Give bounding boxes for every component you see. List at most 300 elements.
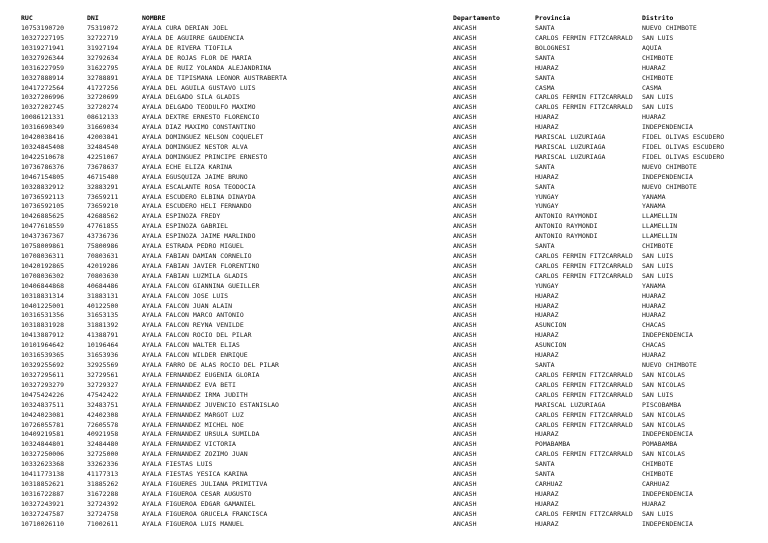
cell-provincia: HUARAZ bbox=[535, 351, 559, 360]
table-row bbox=[0, 321, 768, 331]
cell-dni: 32483751 bbox=[87, 400, 119, 409]
cell-provincia: BOLOGNESI bbox=[535, 43, 571, 52]
cell-departamento: ANCASH bbox=[453, 271, 477, 280]
cell-ruc: 10710026110 bbox=[21, 519, 65, 528]
cell-dni: 72605578 bbox=[87, 420, 119, 429]
cell-distrito: HUARAZ bbox=[642, 311, 666, 320]
cell-nombre: AYALA FABIAN DAMIAN CORNELIO bbox=[142, 252, 252, 261]
table-row bbox=[0, 84, 768, 94]
table-row bbox=[0, 510, 768, 520]
cell-ruc: 10475424226 bbox=[21, 390, 65, 399]
table-row bbox=[0, 34, 768, 44]
cell-nombre: AYALA FALCON JOSE LUIS bbox=[142, 291, 229, 300]
cell-dni: 32792634 bbox=[87, 53, 119, 62]
cell-nombre: AYALA FIGUERES JULIANA PRIMITIVA bbox=[142, 479, 268, 488]
cell-ruc: 10324844801 bbox=[21, 440, 65, 449]
cell-distrito: SAN NICOLAS bbox=[642, 380, 686, 389]
cell-dni: 32484480 bbox=[87, 440, 119, 449]
cell-provincia: CARLOS FERMIN FITZCARRALD bbox=[535, 34, 633, 42]
cell-dni: 10196464 bbox=[87, 341, 119, 350]
cell-distrito: AQUIA bbox=[642, 43, 662, 52]
table-row bbox=[0, 490, 768, 500]
cell-departamento: ANCASH bbox=[453, 499, 477, 508]
cell-departamento: ANCASH bbox=[453, 450, 477, 459]
table-row bbox=[0, 480, 768, 490]
cell-ruc: 10318831314 bbox=[21, 291, 65, 300]
cell-distrito: SAN LUIS bbox=[642, 390, 674, 399]
cell-departamento: ANCASH bbox=[453, 63, 477, 72]
table-row bbox=[0, 460, 768, 470]
cell-dni: 31669034 bbox=[87, 123, 119, 132]
table-row bbox=[0, 232, 768, 242]
cell-distrito: CHACAS bbox=[642, 341, 666, 350]
cell-nombre: AYALA FERNANDEZ MARGOT LUZ bbox=[142, 410, 244, 419]
cell-departamento: ANCASH bbox=[453, 53, 477, 62]
cell-ruc: 10328832912 bbox=[21, 182, 65, 191]
cell-distrito: POMABAMBA bbox=[642, 440, 678, 449]
cell-distrito: YANAMA bbox=[642, 202, 666, 211]
cell-dni: 32729327 bbox=[87, 380, 119, 389]
cell-dni: 31622795 bbox=[87, 63, 119, 72]
cell-nombre: AYALA FIGUEROA EDGAR GAMANIEL bbox=[142, 499, 256, 508]
cell-nombre: AYALA DOMINGUEZ NESTOR ALVA bbox=[142, 143, 248, 152]
cell-departamento: ANCASH bbox=[453, 222, 477, 231]
table-row bbox=[0, 411, 768, 421]
cell-distrito: NUEVO CHIMBOTE bbox=[642, 361, 697, 370]
cell-ruc: 10753190720 bbox=[21, 24, 65, 33]
cell-departamento: ANCASH bbox=[453, 123, 477, 132]
cell-provincia: CARLOS FERMIN FITZCARRALD bbox=[535, 103, 633, 112]
cell-nombre: AYALA ESCALANTE ROSA TEODOCIA bbox=[142, 182, 256, 191]
cell-distrito: CASMA bbox=[642, 83, 662, 92]
header-departamento: Departamento bbox=[453, 14, 500, 22]
table-row bbox=[0, 311, 768, 321]
cell-provincia: HUARAZ bbox=[535, 113, 559, 122]
table-row bbox=[0, 183, 768, 193]
table-row bbox=[0, 133, 768, 143]
cell-distrito: HUARAZ bbox=[642, 63, 666, 72]
cell-provincia: HUARAZ bbox=[535, 291, 559, 300]
cell-departamento: ANCASH bbox=[453, 143, 477, 152]
cell-provincia: CARLOS FERMIN FITZCARRALD bbox=[535, 261, 633, 270]
cell-nombre: AYALA FABIAN LUZMILA GLADIS bbox=[142, 271, 248, 280]
cell-dni: 41177313 bbox=[87, 470, 119, 479]
cell-dni: 40122500 bbox=[87, 301, 119, 310]
cell-distrito: YANAMA bbox=[642, 192, 666, 201]
cell-provincia: CARLOS FERMIN FITZCARRALD bbox=[535, 390, 633, 399]
cell-departamento: ANCASH bbox=[453, 361, 477, 370]
cell-dni: 42688562 bbox=[87, 212, 119, 221]
cell-departamento: ANCASH bbox=[453, 470, 477, 479]
cell-departamento: ANCASH bbox=[453, 440, 477, 449]
cell-dni: 31653936 bbox=[87, 351, 119, 360]
cell-nombre: AYALA FERNANDEZ MICHEL NOE bbox=[142, 420, 244, 429]
cell-nombre: AYALA FERNANDEZ VICTORIA bbox=[142, 440, 236, 449]
table-row bbox=[0, 113, 768, 123]
cell-provincia: CARLOS FERMIN FITZCARRALD bbox=[535, 450, 633, 459]
cell-nombre: AYALA FERNANDEZ EUGENIA GLORIA bbox=[142, 370, 260, 379]
cell-ruc: 10316690349 bbox=[21, 123, 65, 132]
cell-departamento: ANCASH bbox=[453, 489, 477, 498]
cell-distrito: INDEPENDENCIA bbox=[642, 123, 693, 132]
cell-nombre: AYALA FALCON REYNA VENILDE bbox=[142, 321, 244, 330]
cell-distrito: HUARAZ bbox=[642, 113, 666, 122]
cell-nombre: AYALA ESCUDERO ELBINA DINAYDA bbox=[142, 192, 256, 201]
table-row bbox=[0, 212, 768, 222]
cell-distrito: CHIMBOTE bbox=[642, 73, 674, 82]
cell-dni: 42019286 bbox=[87, 261, 119, 270]
cell-provincia: SANTA bbox=[535, 470, 555, 479]
cell-nombre: AYALA DE ROJAS FLOR DE MARIA bbox=[142, 53, 252, 62]
table-row bbox=[0, 123, 768, 133]
cell-departamento: ANCASH bbox=[453, 133, 477, 142]
cell-ruc: 10758009861 bbox=[21, 242, 65, 251]
table-row bbox=[0, 173, 768, 183]
cell-ruc: 10437367367 bbox=[21, 232, 65, 241]
cell-ruc: 10327227195 bbox=[21, 34, 65, 42]
table-row bbox=[0, 262, 768, 272]
cell-dni: 31653135 bbox=[87, 311, 119, 320]
cell-departamento: ANCASH bbox=[453, 152, 477, 161]
cell-provincia: CARLOS FERMIN FITZCARRALD bbox=[535, 380, 633, 389]
cell-departamento: ANCASH bbox=[453, 212, 477, 221]
cell-ruc: 10411773138 bbox=[21, 470, 65, 479]
cell-ruc: 10467154805 bbox=[21, 172, 65, 181]
cell-provincia: SANTA bbox=[535, 24, 555, 33]
table-row bbox=[0, 193, 768, 203]
cell-nombre: AYALA FALCON WALTER ELIAS bbox=[142, 341, 240, 350]
table-row bbox=[0, 440, 768, 450]
cell-ruc: 10708036302 bbox=[21, 271, 65, 280]
cell-dni: 47542422 bbox=[87, 390, 119, 399]
cell-nombre: AYALA DEXTRE ERNESTO FLORENCIO bbox=[142, 113, 260, 122]
cell-departamento: ANCASH bbox=[453, 370, 477, 379]
table-row bbox=[0, 302, 768, 312]
cell-distrito: LLAMELLIN bbox=[642, 222, 678, 231]
cell-nombre: AYALA FIGUEROA LUIS MANUEL bbox=[142, 519, 244, 528]
table-row bbox=[0, 93, 768, 103]
cell-ruc: 10327202745 bbox=[21, 103, 65, 112]
cell-ruc: 10327293279 bbox=[21, 380, 65, 389]
cell-nombre: AYALA FABIAN JAVIER FLORENTINO bbox=[142, 261, 260, 270]
table-row bbox=[0, 272, 768, 282]
cell-distrito: NUEVO CHIMBOTE bbox=[642, 162, 697, 171]
cell-provincia: MARISCAL LUZURIAGA bbox=[535, 143, 606, 152]
table-row bbox=[0, 103, 768, 113]
cell-distrito: YANAMA bbox=[642, 281, 666, 290]
cell-departamento: ANCASH bbox=[453, 281, 477, 290]
cell-provincia: ASUNCION bbox=[535, 321, 567, 330]
cell-nombre: AYALA EGUSQUIZA JAIME BRUNO bbox=[142, 172, 248, 181]
cell-provincia: CARLOS FERMIN FITZCARRALD bbox=[535, 370, 633, 379]
cell-distrito: SAN NICOLAS bbox=[642, 410, 686, 419]
cell-ruc: 10726055781 bbox=[21, 420, 65, 429]
cell-provincia: YUNGAY bbox=[535, 192, 559, 201]
cell-dni: 31883131 bbox=[87, 291, 119, 300]
cell-departamento: ANCASH bbox=[453, 341, 477, 350]
cell-distrito: FIDEL OLIVAS ESCUDERO bbox=[642, 152, 725, 161]
cell-distrito: SAN LUIS bbox=[642, 261, 674, 270]
cell-dni: 31927194 bbox=[87, 43, 119, 52]
cell-distrito: CHIMBOTE bbox=[642, 470, 674, 479]
cell-departamento: ANCASH bbox=[453, 93, 477, 102]
cell-dni: 75319072 bbox=[87, 24, 119, 33]
cell-provincia: SANTA bbox=[535, 73, 555, 82]
cell-nombre: AYALA FERNANDEZ EVA BETI bbox=[142, 380, 236, 389]
cell-ruc: 10324845408 bbox=[21, 143, 65, 152]
cell-departamento: ANCASH bbox=[453, 34, 477, 42]
table-row bbox=[0, 371, 768, 381]
table-row bbox=[0, 401, 768, 411]
cell-provincia: POMABAMBA bbox=[535, 440, 571, 449]
cell-ruc: 10327247587 bbox=[21, 509, 65, 518]
cell-ruc: 10708036311 bbox=[21, 252, 65, 261]
cell-dni: 32720699 bbox=[87, 93, 119, 102]
cell-ruc: 10736592105 bbox=[21, 202, 65, 211]
cell-distrito: SAN LUIS bbox=[642, 271, 674, 280]
cell-departamento: ANCASH bbox=[453, 331, 477, 340]
cell-ruc: 10327926344 bbox=[21, 53, 65, 62]
table-header bbox=[0, 14, 768, 24]
cell-provincia: ANTONIO RAYMONDI bbox=[535, 212, 598, 221]
cell-departamento: ANCASH bbox=[453, 291, 477, 300]
cell-distrito: HUARAZ bbox=[642, 301, 666, 310]
cell-dni: 32725000 bbox=[87, 450, 119, 459]
cell-nombre: AYALA DE RUIZ YOLANDA ALEJANDRINA bbox=[142, 63, 272, 72]
cell-provincia: CARLOS FERMIN FITZCARRALD bbox=[535, 271, 633, 280]
cell-ruc: 10413887912 bbox=[21, 331, 65, 340]
table-row bbox=[0, 242, 768, 252]
cell-ruc: 10316722887 bbox=[21, 489, 65, 498]
cell-dni: 32484540 bbox=[87, 143, 119, 152]
table-row bbox=[0, 421, 768, 431]
table-row bbox=[0, 331, 768, 341]
cell-nombre: AYALA CURA DERIAN JOEL bbox=[142, 24, 229, 33]
cell-nombre: AYALA DELGADO TEODULFO MAXIMO bbox=[142, 103, 256, 112]
cell-distrito: CHIMBOTE bbox=[642, 53, 674, 62]
cell-ruc: 10406844868 bbox=[21, 281, 65, 290]
cell-provincia: SANTA bbox=[535, 162, 555, 171]
cell-nombre: AYALA FALCON JUAN ALAIN bbox=[142, 301, 233, 310]
cell-nombre: AYALA FALCON MARCO ANTONIO bbox=[142, 311, 244, 320]
cell-departamento: ANCASH bbox=[453, 351, 477, 360]
table-row bbox=[0, 252, 768, 262]
cell-ruc: 10424023081 bbox=[21, 410, 65, 419]
cell-departamento: ANCASH bbox=[453, 321, 477, 330]
cell-nombre: AYALA FIESTAS YESICA KARINA bbox=[142, 470, 248, 479]
cell-provincia: ASUNCION bbox=[535, 341, 567, 350]
cell-departamento: ANCASH bbox=[453, 390, 477, 399]
cell-distrito: HUARAZ bbox=[642, 351, 666, 360]
cell-nombre: AYALA FIGUEROA CESAR AUGUSTO bbox=[142, 489, 252, 498]
cell-dni: 32729561 bbox=[87, 370, 119, 379]
table-row bbox=[0, 222, 768, 232]
table-row bbox=[0, 500, 768, 510]
cell-ruc: 10420038416 bbox=[21, 133, 65, 142]
cell-distrito: SAN NICOLAS bbox=[642, 370, 686, 379]
cell-distrito: LLAMELLIN bbox=[642, 232, 678, 241]
cell-distrito: SAN LUIS bbox=[642, 509, 674, 518]
cell-distrito: SAN NICOLAS bbox=[642, 450, 686, 459]
table-row bbox=[0, 143, 768, 153]
cell-ruc: 10426885625 bbox=[21, 212, 65, 221]
cell-provincia: CARLOS FERMIN FITZCARRALD bbox=[535, 252, 633, 261]
cell-nombre: AYALA FALCON ROCIO DEL PILAR bbox=[142, 331, 252, 340]
cell-dni: 71002611 bbox=[87, 519, 119, 528]
cell-provincia: HUARAZ bbox=[535, 123, 559, 132]
cell-distrito: SAN LUIS bbox=[642, 103, 674, 112]
cell-distrito: CHACAS bbox=[642, 321, 666, 330]
table-row bbox=[0, 163, 768, 173]
cell-ruc: 10318852621 bbox=[21, 479, 65, 488]
cell-distrito: INDEPENDENCIA bbox=[642, 430, 693, 439]
cell-dni: 32724392 bbox=[87, 499, 119, 508]
cell-ruc: 10316531356 bbox=[21, 311, 65, 320]
table-row bbox=[0, 391, 768, 401]
cell-departamento: ANCASH bbox=[453, 182, 477, 191]
cell-provincia: HUARAZ bbox=[535, 430, 559, 439]
cell-provincia: SANTA bbox=[535, 182, 555, 191]
cell-departamento: ANCASH bbox=[453, 73, 477, 82]
cell-ruc: 10409219581 bbox=[21, 430, 65, 439]
cell-ruc: 10417272564 bbox=[21, 83, 65, 92]
header-dni: DNI bbox=[87, 14, 99, 22]
table-row bbox=[0, 470, 768, 480]
cell-dni: 41727256 bbox=[87, 83, 119, 92]
cell-dni: 33262336 bbox=[87, 460, 119, 469]
table-row bbox=[0, 74, 768, 84]
cell-departamento: ANCASH bbox=[453, 261, 477, 270]
cell-nombre: AYALA FERNANDEZ ZOZIMO JUAN bbox=[142, 450, 248, 459]
cell-provincia: SANTA bbox=[535, 242, 555, 251]
table-row bbox=[0, 361, 768, 371]
cell-ruc: 10327243921 bbox=[21, 499, 65, 508]
cell-provincia: HUARAZ bbox=[535, 489, 559, 498]
cell-provincia: CARLOS FERMIN FITZCARRALD bbox=[535, 93, 633, 102]
header-distrito: Distrito bbox=[642, 14, 674, 22]
cell-departamento: ANCASH bbox=[453, 479, 477, 488]
table-row bbox=[0, 351, 768, 361]
table-row bbox=[0, 282, 768, 292]
cell-provincia: CARLOS FERMIN FITZCARRALD bbox=[535, 410, 633, 419]
cell-dni: 42003841 bbox=[87, 133, 119, 142]
cell-provincia: SANTA bbox=[535, 53, 555, 62]
cell-provincia: HUARAZ bbox=[535, 63, 559, 72]
cell-departamento: ANCASH bbox=[453, 172, 477, 181]
cell-departamento: ANCASH bbox=[453, 519, 477, 528]
cell-ruc: 10101964642 bbox=[21, 341, 65, 350]
table-row bbox=[0, 520, 768, 530]
cell-nombre: AYALA FARRO DE ALAS ROCIO DEL PILAR bbox=[142, 361, 279, 370]
cell-nombre: AYALA FERNANDEZ URSULA SUMILDA bbox=[142, 430, 260, 439]
cell-dni: 70803630 bbox=[87, 271, 119, 280]
cell-nombre: AYALA ESPINOZA GABRIEL bbox=[142, 222, 229, 231]
cell-distrito: CHIMBOTE bbox=[642, 242, 674, 251]
cell-provincia: HUARAZ bbox=[535, 499, 559, 508]
cell-dni: 42251067 bbox=[87, 152, 119, 161]
table-row bbox=[0, 64, 768, 74]
cell-departamento: ANCASH bbox=[453, 301, 477, 310]
cell-nombre: AYALA FERNANDEZ IRMA JUDITH bbox=[142, 390, 248, 399]
cell-dni: 32724758 bbox=[87, 509, 119, 518]
cell-provincia: CARLOS FERMIN FITZCARRALD bbox=[535, 509, 633, 518]
cell-distrito: FIDEL OLIVAS ESCUDERO bbox=[642, 143, 725, 152]
cell-distrito: FIDEL OLIVAS ESCUDERO bbox=[642, 133, 725, 142]
cell-departamento: ANCASH bbox=[453, 162, 477, 171]
cell-distrito: HUARAZ bbox=[642, 499, 666, 508]
cell-departamento: ANCASH bbox=[453, 460, 477, 469]
cell-dni: 46715480 bbox=[87, 172, 119, 181]
cell-dni: 73659211 bbox=[87, 192, 119, 201]
cell-distrito: SAN LUIS bbox=[642, 34, 674, 42]
header-nombre: NOMBRE bbox=[142, 14, 166, 22]
cell-departamento: ANCASH bbox=[453, 232, 477, 241]
cell-ruc: 10327250006 bbox=[21, 450, 65, 459]
cell-nombre: AYALA DOMINGUEZ PRINCIPE ERNESTO bbox=[142, 152, 268, 161]
cell-departamento: ANCASH bbox=[453, 420, 477, 429]
header-provincia: Provincia bbox=[535, 14, 571, 22]
cell-departamento: ANCASH bbox=[453, 242, 477, 251]
cell-provincia: MARISCAL LUZURIAGA bbox=[535, 400, 606, 409]
table-row bbox=[0, 430, 768, 440]
cell-ruc: 10329255692 bbox=[21, 361, 65, 370]
cell-nombre: AYALA ESTRADA PEDRO MIGUEL bbox=[142, 242, 244, 251]
cell-distrito: SAN LUIS bbox=[642, 252, 674, 261]
cell-dni: 73678637 bbox=[87, 162, 119, 171]
cell-distrito: INDEPENDENCIA bbox=[642, 489, 693, 498]
cell-ruc: 10316539365 bbox=[21, 351, 65, 360]
cell-dni: 32883291 bbox=[87, 182, 119, 191]
cell-provincia: HUARAZ bbox=[535, 331, 559, 340]
cell-departamento: ANCASH bbox=[453, 509, 477, 518]
cell-departamento: ANCASH bbox=[453, 83, 477, 92]
cell-dni: 75800986 bbox=[87, 242, 119, 251]
cell-departamento: ANCASH bbox=[453, 24, 477, 33]
cell-distrito: SAN LUIS bbox=[642, 93, 674, 102]
cell-provincia: HUARAZ bbox=[535, 301, 559, 310]
cell-nombre: AYALA ESPINOZA JAIME MARLINDO bbox=[142, 232, 256, 241]
cell-dni: 41388791 bbox=[87, 331, 119, 340]
cell-distrito: INDEPENDENCIA bbox=[642, 172, 693, 181]
cell-nombre: AYALA FIGUEROA GRUCELA FRANCISCA bbox=[142, 509, 268, 518]
cell-dni: 73659210 bbox=[87, 202, 119, 211]
cell-provincia: SANTA bbox=[535, 361, 555, 370]
cell-nombre: AYALA DOMINGUEZ NELSON COQUELET bbox=[142, 133, 264, 142]
table-row bbox=[0, 153, 768, 163]
cell-nombre: AYALA DE AGUIRRE GAUDENCIA bbox=[142, 34, 244, 42]
cell-ruc: 10477618559 bbox=[21, 222, 65, 231]
cell-distrito: LLAMELLIN bbox=[642, 212, 678, 221]
cell-dni: 40921958 bbox=[87, 430, 119, 439]
cell-nombre: AYALA ESPINOZA FREDY bbox=[142, 212, 221, 221]
cell-ruc: 10316227959 bbox=[21, 63, 65, 72]
cell-provincia: ANTONIO RAYMONDI bbox=[535, 232, 598, 241]
cell-departamento: ANCASH bbox=[453, 202, 477, 211]
cell-ruc: 10420192865 bbox=[21, 261, 65, 270]
cell-nombre: AYALA FALCON GIANNINA GUEILLER bbox=[142, 281, 260, 290]
cell-provincia: MARISCAL LUZURIAGA bbox=[535, 152, 606, 161]
cell-nombre: AYALA FALCON WILDER ENRIQUE bbox=[142, 351, 248, 360]
cell-ruc: 10327206996 bbox=[21, 93, 65, 102]
cell-dni: 31672288 bbox=[87, 489, 119, 498]
cell-ruc: 10327888914 bbox=[21, 73, 65, 82]
cell-nombre: AYALA DIAZ MAXIMO CONSTANTINO bbox=[142, 123, 256, 132]
cell-departamento: ANCASH bbox=[453, 103, 477, 112]
cell-provincia: HUARAZ bbox=[535, 311, 559, 320]
cell-nombre: AYALA DE RIVERA TIOFILA bbox=[142, 43, 233, 52]
cell-dni: 08612133 bbox=[87, 113, 119, 122]
cell-nombre: AYALA ECHE ELIZA KARINA bbox=[142, 162, 233, 171]
